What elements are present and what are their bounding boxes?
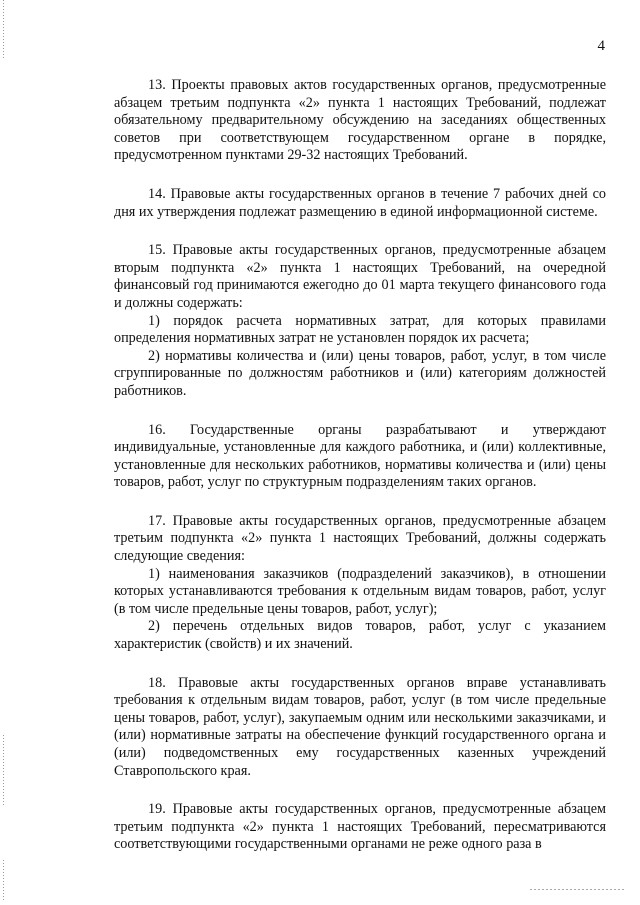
paragraph-18: 18. Правовые акты государственных органов вправе устанавливать требования к отдельным видам товаров, работ, услуг (в том числе предельные цены товаров, работ, услуг), закупаемым одним или несколькими заказчиками, и (или) нормативные затраты на обеспечение функций государственного органа и (или) подведомственных ему государственных казенных учреждений Ставропольского края. (114, 674, 606, 779)
paragraph-17-item-2: 2) перечень отдельных видов товаров, работ, услуг с указанием характеристик (свойств) и их значений. (114, 618, 606, 653)
paragraph-19: 19. Правовые акты государственных органов, предусмотренные абзацем третьим подпункта «2» пункта 1 настоящих Требований, пересматриваются соответствующими государственными органами не реже одного раза в (114, 801, 606, 853)
page-number: 4 (597, 38, 605, 54)
paragraph-14: 14. Правовые акты государственных органов в течение 7 рабочих дней со дня их утверждения подлежат размещению в единой информационной системе. (114, 185, 606, 220)
scan-edge-mark (3, 860, 4, 900)
scan-edge-mark (3, 735, 4, 805)
paragraph-gap (114, 654, 606, 675)
document-body (114, 77, 606, 854)
paragraph-15-item-1: 1) порядок расчета нормативных затрат, для которых правилами определения нормативных затрат не установлен порядок их расчета; (114, 312, 606, 347)
paragraph-13: 13. Проекты правовых актов государственных органов, предусмотренные абзацем третьим подпункта «2» пункта 1 настоящих Требований, подлежат обязательному предварительному обсуждению на заседаниях общественных советов при соответствующем государственном органе в порядке, предусмотренном пунктами 29-32 настоящих Требований. (114, 77, 606, 164)
paragraph-17-item-1: 1) наименования заказчиков (подразделений заказчиков), в отношении которых устанавливаются требования к отдельным видам товаров, работ, услуг (в том числе предельные цены товаров, работ, услуг); (114, 565, 606, 617)
scan-bottom-mark (530, 889, 625, 890)
paragraph-15: 15. Правовые акты государственных органов, предусмотренные абзацем вторым подпункта «2» пункта 1 настоящих Требований, на очередной финансовый год принимаются ежегодно до 01 марта текущего финансового года и должны содержать: (114, 242, 606, 311)
paragraph-16: 16. Государственные органы разрабатывают и утверждают индивидуальные, установленные для каждого работника, и (или) коллективные, установленные для нескольких работников, нормативы количества и (или) цены товаров, работ, услуг по структурным подразделениям таких органов. (114, 421, 606, 491)
paragraph-17: 17. Правовые акты государственных органов, предусмотренные абзацем третьим подпункта «2» пункта 1 настоящих Требований, должны содержать следующие сведения: (114, 512, 606, 565)
paragraph-15-item-2: 2) нормативы количества и (или) цены товаров, работ, услуг, в том числе сгруппированные по должностям работников и (или) категориям должностей работников. (114, 347, 606, 399)
paragraph-gap (114, 401, 606, 422)
scan-edge-mark (3, 0, 4, 60)
